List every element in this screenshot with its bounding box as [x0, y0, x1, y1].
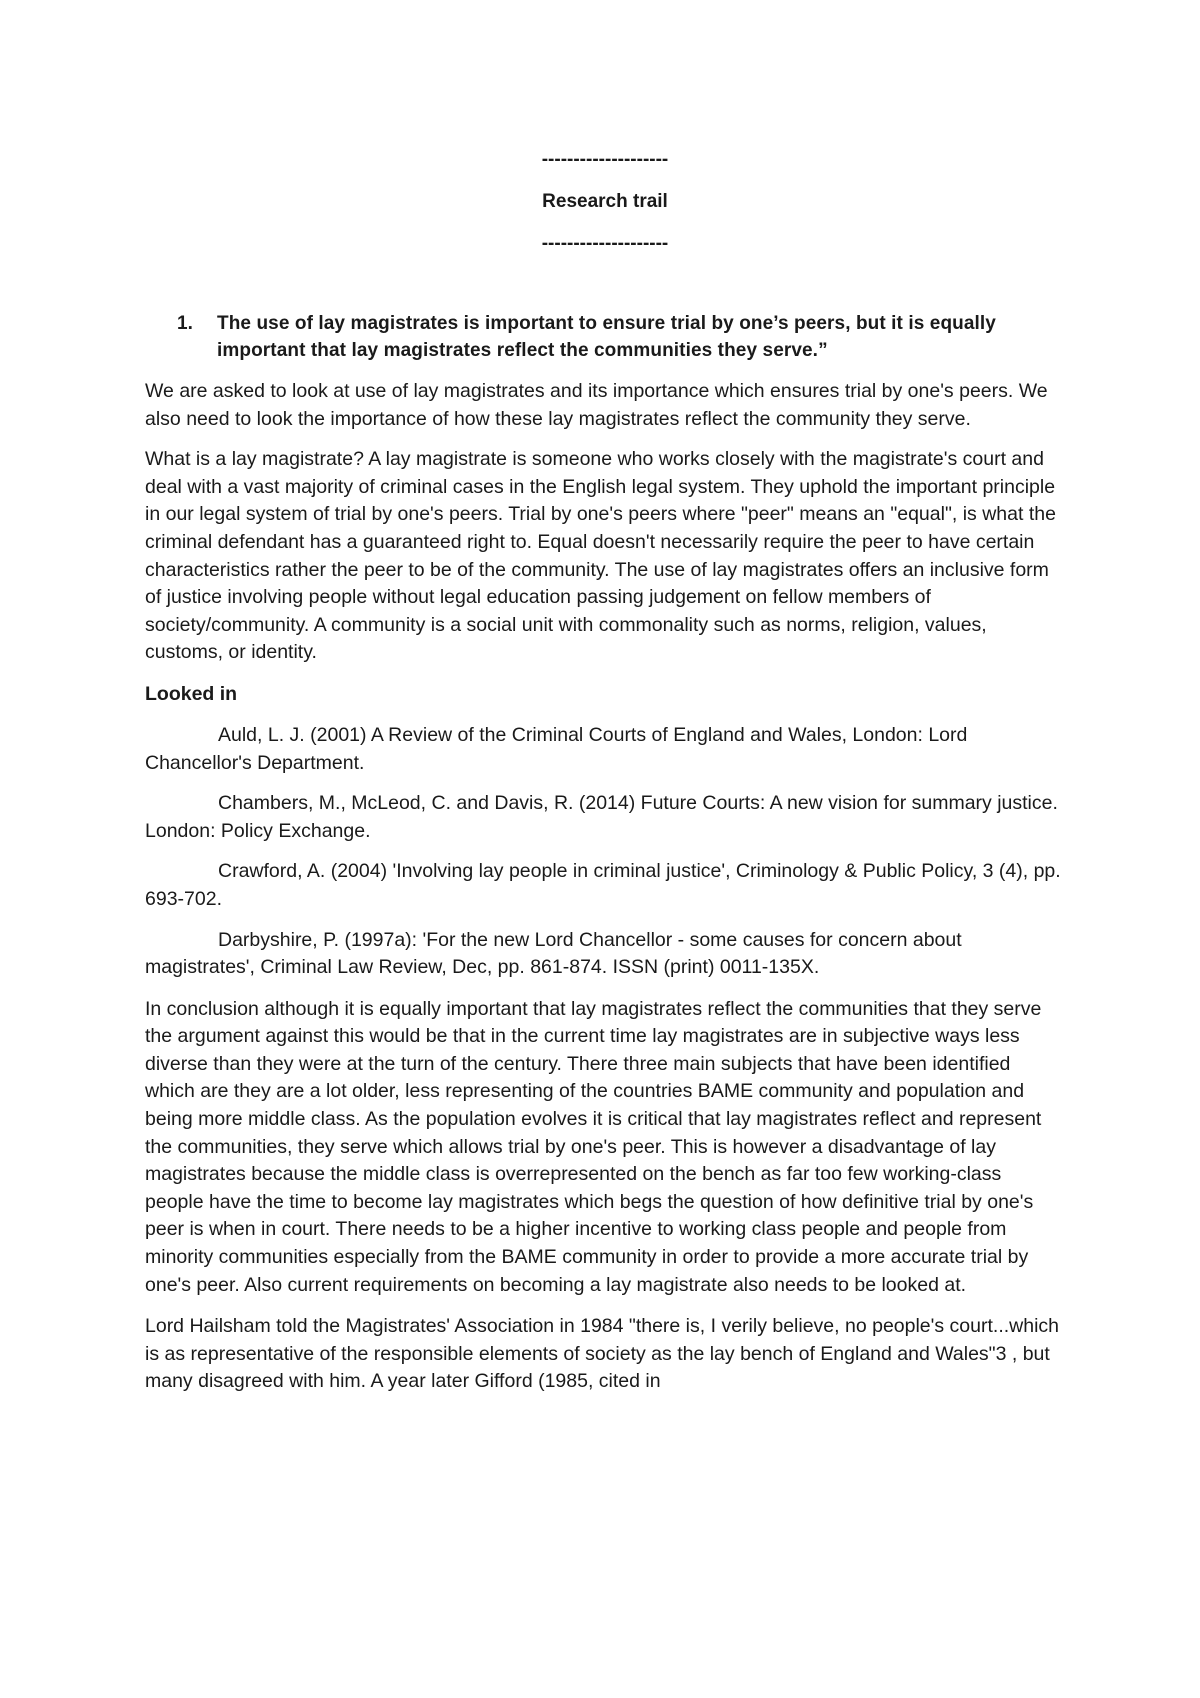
separator-top: -------------------- — [541, 149, 669, 170]
document-page — [145, 138, 1065, 1396]
reference-item: Crawford, A. (2004) 'Involving lay people in criminal justice', Criminology & Public Policy, 3 (4), pp. 693-702. — [145, 860, 1061, 910]
separator-bottom: -------------------- — [541, 233, 669, 254]
question-number: 1. — [177, 313, 194, 334]
reference-item: Auld, L. J. (2001) A Review of the Criminal Courts of England and Wales, London: Lord Chancellor's Department. — [145, 723, 968, 774]
page-title: Research trail — [542, 191, 668, 212]
reference-item: Chambers, M., McLeod, C. and Davis, R. (2014) Future Courts: A new vision for summary justice. London: Policy Exchange. — [145, 792, 1058, 842]
reference-item: Darbyshire, P. (1997a): 'For the new Lord Chancellor - some causes for concern about magistrates', Criminal Law Review, Dec, pp. 861-874. ISSN (print) 0011-135X. — [145, 928, 962, 979]
numbered-question — [145, 310, 1065, 364]
definition-paragraph: What is a lay magistrate? A lay magistrate is someone who works closely with the magistrate's court and deal with a vast majority of criminal cases in the English legal system. They uphold the important principle in our legal system of trial by one's peers. Trial by one's peers where "peer" means an "equal", is what the criminal defendant has a guaranteed right to. Equal doesn't necessarily require the peer to have certain characteristics rather the peer to be of the community. The use of lay magistrates offers an inclusive form of justice involving people without legal education passing judgement on fellow members of society/community. A community is a social unit with commonality such as norms, religion, values, customs, or identity. — [145, 448, 1056, 664]
intro-paragraph: We are asked to look at use of lay magistrates and its importance which ensures trial by one's peers. We also need to look the importance of how these lay magistrates reflect the community they serve. — [145, 380, 1048, 430]
hailsham-paragraph: Lord Hailsham told the Magistrates' Association in 1984 "there is, I verily believe, no people's court...which is as representative of the responsible elements of society as the lay bench of England and Wales"3 , but many disagreed with him. A year later Gifford (1985, cited in — [145, 1315, 1060, 1393]
looked-in-heading: Looked in — [145, 682, 238, 705]
conclusion-paragraph: In conclusion although it is equally important that lay magistrates reflect the communities that they serve the argument against this would be that in the current time lay magistrates are in subjective ways less diverse than they were at the turn of the century. There three main subjects that have been identified which are they are a lot older, less representing of the countries BAME community and population and being more middle class. As the population evolves it is critical that lay magistrates reflect and represent the communities, they serve which allows trial by one's peer. This is however a disadvantage of lay magistrates because the middle class is overrepresented on the bench as far too few working-class people have the time to become lay magistrates which begs the question of how definitive trial by one's peer is when in court. There needs to be a higher incentive to working class people and people from minority communities especially from the BAME community in order to provide a more accurate trial by one's peer. Also current requirements on becoming a lay magistrate also needs to be looked at. — [145, 997, 1042, 1296]
question-text: The use of lay magistrates is important to ensure trial by one’s peers, but it is equally important that lay magistrates reflect the communities they serve.” — [217, 313, 996, 361]
